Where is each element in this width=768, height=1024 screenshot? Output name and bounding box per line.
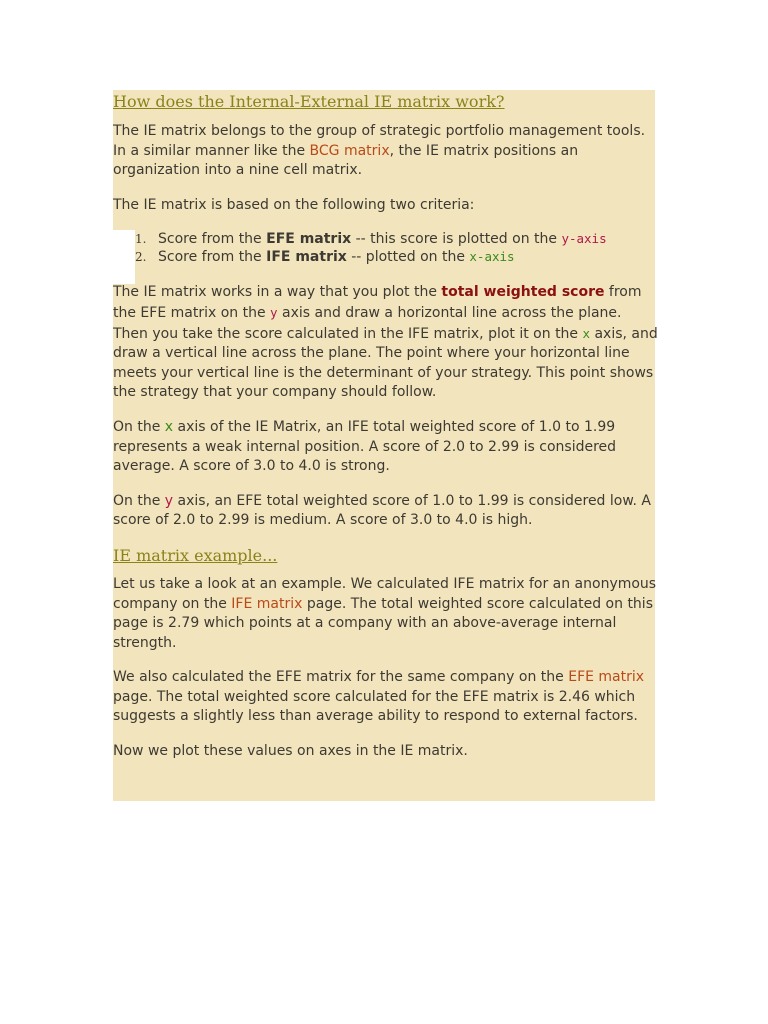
text: axis, an EFE total weighted score of 1.0 to 1.99 is considered low. A score of 2.0 to 2.99 is medium. A score of 3.0 to 4.0 is high. xyxy=(113,492,651,529)
paragraph-y-axis xyxy=(113,492,658,531)
x-code: x xyxy=(582,325,591,341)
text: page. The total weighted score calculated for the EFE matrix is 2.46 which suggests a slightly less than average ability to respond to external factors. xyxy=(113,688,638,725)
list-text-mid: -- this score is plotted on the xyxy=(351,231,562,248)
paragraph-intro-text-b: , the IE matrix positions an organization into a nine cell matrix. xyxy=(113,142,579,179)
text: axis, and draw a vertical line across the plane. The point where your horizontal line meets your vertical line is the determinant of your strategy. This point shows the strategy that your company should follow. xyxy=(113,325,658,401)
text: The IE matrix works in a way that you plot the xyxy=(113,284,442,301)
y-axis-code: y-axis xyxy=(561,231,607,247)
list-text-mid: -- plotted on the xyxy=(346,249,470,266)
x-axis-code: x-axis xyxy=(469,249,515,265)
y-code: y xyxy=(270,304,278,320)
text: page. The total weighted score calculated on this page is 2.79 which points at a company with an above-average internal strength. xyxy=(113,595,653,651)
list-number: 2. xyxy=(135,250,147,265)
text: from the EFE matrix on the xyxy=(113,284,642,321)
paragraph-efe xyxy=(113,668,658,727)
heading-ie-matrix-example: IE matrix example... xyxy=(113,545,278,565)
paragraph-intro-text-a: The IE matrix belongs to the group of strategic portfolio management tools. In a similar manner like the xyxy=(113,123,646,159)
bcg-matrix-link[interactable]: BCG matrix xyxy=(309,142,390,159)
list-text xyxy=(158,230,607,248)
ife-matrix-link[interactable]: IFE matrix xyxy=(231,595,303,612)
x-letter: x xyxy=(164,418,174,435)
text: Let us take a look at an example. We calculated IFE matrix for an anonymous company on the xyxy=(113,575,657,612)
list-margin xyxy=(113,230,135,284)
text: On the xyxy=(113,492,165,509)
paragraph-plot: Now we plot these values on axes in the IE matrix. xyxy=(113,743,468,760)
list-text-pre: Score from the xyxy=(158,249,267,266)
efe-matrix-link[interactable]: EFE matrix xyxy=(568,669,645,686)
text: axis and draw a horizontal line across the plane. Then you take the score calculated in the IFE matrix, plot it on the xyxy=(113,304,622,342)
y-letter: y xyxy=(164,492,174,509)
list-text xyxy=(158,248,515,266)
list-number: 1. xyxy=(135,232,147,247)
paragraph-intro xyxy=(113,122,658,181)
paragraph-x-axis xyxy=(113,418,658,477)
ife-matrix-label: IFE matrix xyxy=(266,249,347,266)
paragraph-how-it-works xyxy=(113,283,658,403)
text: We also calculated the EFE matrix for the same company on the xyxy=(113,669,569,686)
list-text-pre: Score from the xyxy=(158,231,267,248)
text: On the xyxy=(113,418,165,435)
heading-ie-matrix-work: How does the Internal-External IE matrix work? xyxy=(113,92,505,111)
text: axis of the IE Matrix, an IFE total weighted score of 1.0 to 1.99 represents a weak internal position. A score of 2.0 to 2.99 is considered average. A score of 3.0 to 4.0 is strong. xyxy=(113,418,617,475)
article xyxy=(113,90,658,762)
paragraph-example xyxy=(113,575,658,653)
paragraph-criteria: The IE matrix is based on the following two criteria: xyxy=(113,196,475,213)
criteria-list xyxy=(113,230,658,268)
efe-matrix-label: EFE matrix xyxy=(266,231,352,248)
total-weighted-score-emphasis: total weighted score xyxy=(441,284,605,301)
